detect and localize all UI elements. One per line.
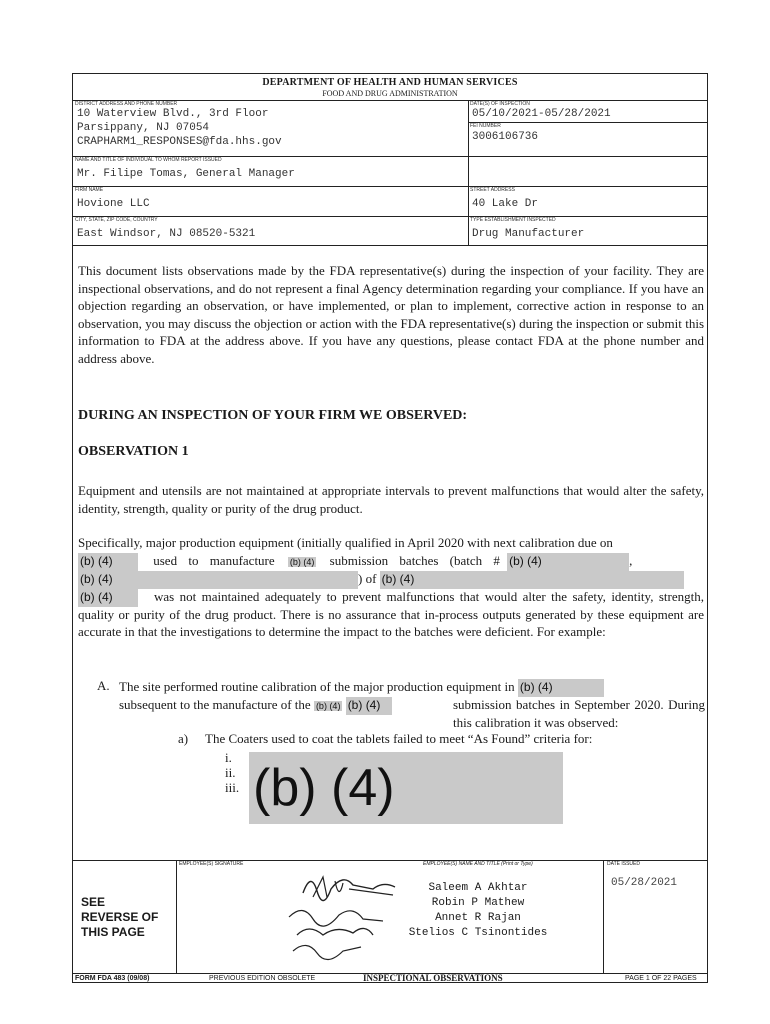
street-label: STREET ADDRESS: [470, 187, 515, 193]
roman-i: i.: [225, 750, 232, 765]
item-a-sub-a-label: a): [178, 731, 189, 746]
page-number: PAGE 1 OF 22 PAGES: [625, 975, 697, 982]
signature-block: [73, 860, 707, 976]
date-issued-value: 05/28/2021: [611, 877, 678, 889]
redaction: (b) (4): [315, 701, 341, 711]
form-footer: [73, 973, 707, 984]
date-label: DATE(S) OF INSPECTION: [470, 101, 530, 107]
redaction: (b) (4): [78, 571, 358, 589]
date-value: 05/10/2021-05/28/2021: [472, 108, 611, 120]
street-cell: [468, 186, 707, 216]
item-a-label: A.: [97, 678, 110, 693]
redaction: (b) (4): [289, 557, 315, 567]
street-value: 40 Lake Dr: [472, 198, 539, 210]
date-issued-label: DATE ISSUED: [607, 861, 640, 867]
inspection-date-cell: [468, 100, 707, 122]
roman-ii: ii.: [225, 765, 236, 780]
redaction: (b) (4): [78, 589, 138, 607]
signature-label: EMPLOYEE(S) SIGNATURE: [179, 861, 244, 867]
specifically-line-2: (b) (4) used to manufacture (b) (4) submission batches (batch # (b) (4) ,: [78, 552, 704, 572]
item-a-sub-a-text: The Coaters used to coat the tablets failed to meet “As Found” criteria for:: [205, 731, 593, 746]
firm-value: Hovione LLC: [77, 198, 150, 210]
fei-label: FEI NUMBER: [470, 123, 501, 129]
roman-iii: iii.: [225, 780, 240, 795]
redaction: (b) (4): [78, 553, 138, 571]
specifically-rest: (b) (4) was not maintained adequately to prevent malfunctions that would alter the safety, identity, strength, quality or purity of the drug product. There is no assurance that in-process outputs generated by these equipment are accurate in that the investigations to determine the impact to the batches were deficient. For example:: [78, 589, 704, 639]
firm-label: FIRM NAME: [75, 187, 104, 193]
city-cell: [73, 216, 468, 246]
recipient-cell: [73, 156, 707, 186]
fei-value: 3006106736: [472, 131, 539, 143]
redaction: (b) (4): [518, 679, 604, 697]
employee-name: Saleem A Akhtar: [428, 882, 528, 894]
employee-name-label: EMPLOYEE(S) NAME AND TITLE (Print or Type): [423, 861, 533, 867]
district-line-3: CRAPHARM1_RESPONSES@fda.hhs.gov: [77, 136, 282, 148]
roman-list: [225, 750, 239, 795]
item-a-line-2: subsequent to the manufacture of the (b) (4) (b) (4): [119, 696, 704, 716]
employee-name: Stelios C Tsinontides: [408, 927, 548, 939]
name-label: NAME AND TITLE OF INDIVIDUAL TO WHOM REPORT ISSUED: [75, 157, 222, 163]
specifically-line-1: Specifically, major production equipment (initially qualified in April 2020 with next calibration due on: [78, 535, 613, 550]
agency-title: FOOD AND DRUG ADMINISTRATION: [322, 89, 458, 98]
city-value: East Windsor, NJ 08520-5321: [77, 228, 256, 240]
form-number: FORM FDA 483 (09/08): [75, 975, 150, 982]
redaction: (b) (4): [507, 553, 629, 571]
form-title: INSPECTIONAL OBSERVATIONS: [363, 973, 503, 983]
district-line-2: Parsippany, NJ 07054: [77, 122, 210, 134]
type-label: TYPE ESTABLISHMENT INSPECTED: [470, 217, 556, 223]
observation-1-heading: OBSERVATION 1: [78, 444, 189, 459]
previous-edition: PREVIOUS EDITION OBSOLETE: [209, 975, 316, 982]
fei-cell: [468, 122, 707, 156]
name-value: Mr. Filipe Tomas, General Manager: [77, 168, 295, 180]
redaction: (b) (4): [380, 571, 684, 589]
large-redaction: (b) (4): [249, 752, 563, 824]
establishment-type-cell: [468, 216, 707, 246]
see-reverse-note: SEE REVERSE OF THIS PAGE: [81, 895, 159, 939]
observed-heading: DURING AN INSPECTION OF YOUR FIRM WE OBSERVED:: [78, 408, 468, 423]
item-a-line-3: submission batches in September 2020. During this calibration it was observed:: [453, 697, 705, 730]
item-a-line-1: The site performed routine calibration of the major production equipment in (b) (4): [119, 678, 704, 697]
firm-cell: [73, 186, 468, 216]
employee-name: Annet R Rajan: [435, 912, 521, 924]
type-value: Drug Manufacturer: [472, 228, 585, 240]
specifically-line-3: (b) (4) ) of (b) (4): [78, 570, 704, 589]
department-title: DEPARTMENT OF HEALTH AND HUMAN SERVICES: [262, 77, 518, 88]
observation-1-text: Equipment and utensils are not maintained at appropriate intervals to prevent malfunctions that would alter the safety, identity, strength, quality or purity of the drug product.: [78, 483, 704, 516]
employee-names: [398, 881, 558, 941]
column-divider: [468, 100, 469, 246]
city-label: CITY, STATE, ZIP CODE, COUNTRY: [75, 217, 158, 223]
form-483-page: [72, 73, 708, 983]
district-label: DISTRICT ADDRESS AND PHONE NUMBER: [75, 101, 178, 107]
employee-name: Robin P Mathew: [431, 897, 525, 909]
redaction: (b) (4): [346, 697, 392, 715]
intro-paragraph: This document lists observations made by the FDA representative(s) during the inspection of your facility. They are inspectional observations, and do not represent a final Agency determination regarding your compliance. If you have an objection regarding an observation, or have implemented, or plan to implement, corrective action in response to an observation, you may discuss the objection or action with the FDA representative(s) during the inspection or submit this information to FDA at the address above. If you have any questions, please contact FDA at the phone number and address above.: [78, 263, 704, 366]
district-address-cell: [73, 100, 468, 156]
district-line-1: 10 Waterview Blvd., 3rd Floor: [77, 108, 269, 120]
